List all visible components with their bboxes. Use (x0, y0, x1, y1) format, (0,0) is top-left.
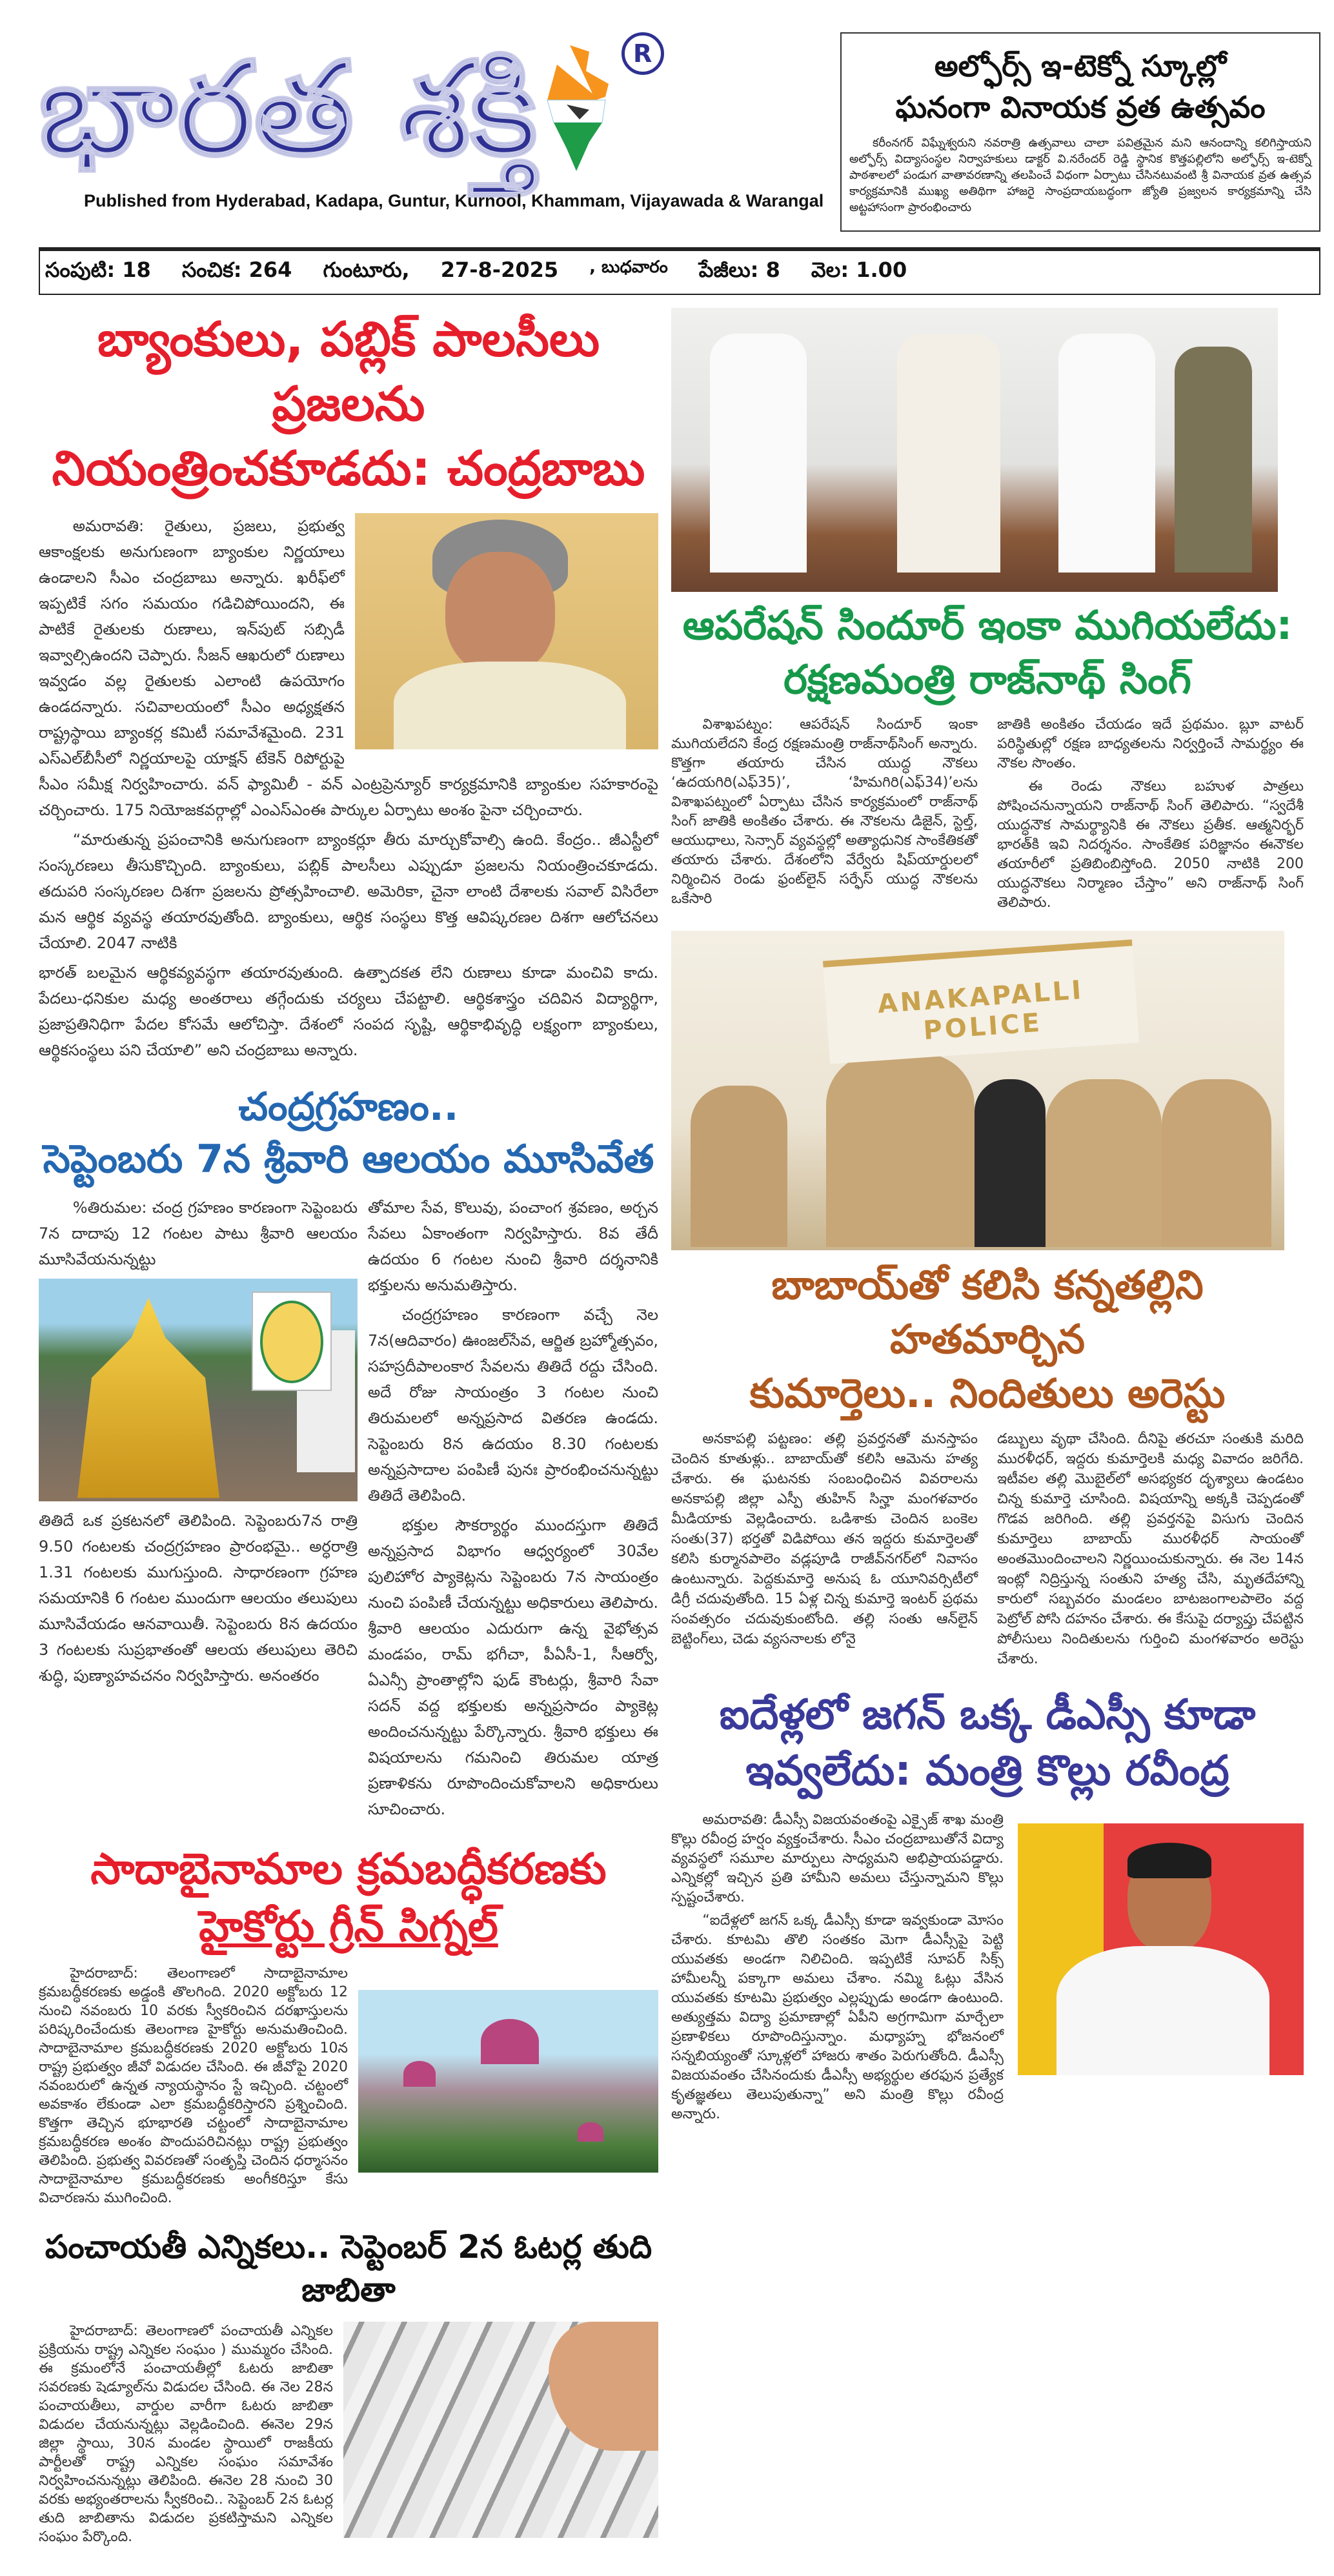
paragraph: ఈ రెండు నౌకలు బహుళ పాత్రలు పోషించనున్నాయని రాజ్‌నాథ్ సింగ్ తెలిపారు. “స్వదేశీ యుద్ధనౌక సామర్థ్యానికి ఈ నౌకలు ప్రతీక. ఆత్మనిర్భర్ భారత్‌కి ఇవి నిదర్శనం. సాంకేతిక పరిజ్ఞానం ఈనౌకల తయారీలో ప్రతిబింబిస్తోంది. 2050 నాటికి 200 యుద్ధనౌకలు నిర్మాణం చేస్తాం” అని రాజ్‌నాథ్ సింగ్ తెలిపారు. (997, 778, 1304, 911)
paragraph: %తిరుమల: చంద్ర గ్రహణం కారణంగా సెప్టెంబరు 7న దాదాపు 12 గంటల పాటు శ్రీవారి ఆలయం మూసివేయనున్నట్టు (39, 1198, 358, 1268)
logo-column (39, 32, 827, 211)
voter-list-photo (343, 2322, 658, 2538)
article-body-column (39, 1508, 358, 1689)
india-map-icon (544, 45, 615, 174)
right-column (671, 308, 1304, 2128)
article-panchayat-headline[interactable] (39, 2226, 658, 2313)
headline-line: చంద్రగ్రహణం.. (238, 1084, 459, 1130)
police-press-meet-photo (671, 931, 1284, 1250)
edition-info-bar (39, 247, 1320, 295)
paragraph: హైదరాబాద్: తెలంగాణలో పంచాయతీ ఎన్నికల ప్రక్రియను రాష్ట్ర ఎన్నికల సంఘం ) ముమ్మరం చేసింది. ఈ క్రమంలోనే పంచాయతీల్లో ఓటరు జాబితా సవరణకు షెడ్యూల్‌ను విడుదల చేసింది. ఈ నెల 28న పంచాయతీలు, వార్డుల వారీగా ఓటరు జాబితా విడుదల చేయనున్నట్లు వెల్లడించింది. ఈనెల 29న జిల్లా స్థాయి, 30న మండల స్థాయిలో రాజకీయ పార్టీలతో రాష్ట్ర ఎన్నికల సంఘం సమావేశం నిర్వహించనున్నట్లు తెలిపింది. ఈనెల 28 నుంచి 30 వరకు అభ్యంతరాలను స్వీకరించి.. సెప్టెంబర్ 2న ఓటర్ల తుది జాబితాను విడుదల ప్రకటిస్తామని ఎన్నికల సంఘం పేర్కొంది. (39, 2322, 333, 2545)
paragraph: అమరావతి: డీఎస్సీ విజయవంతంపై ఎక్సైజ్ శాఖ మంత్రి కొల్లు రవీంద్ర హర్షం వ్యక్తంచేశారు. సీఎం చంద్రబాబుతోనే విద్యా వ్యవస్థలో సమూల మార్పులు సాధ్యమని అభిప్రాయపడ్డారు. ఎన్నికల్లో ఇచ్చిన ప్రతి హామీని అమలు చేస్తున్నామని కొల్లు స్పష్టంచేశారు. (671, 1812, 1004, 1906)
navy-ceremony-photo (671, 308, 1278, 592)
article-body-column (39, 1195, 358, 1272)
police-banner (823, 940, 1139, 1064)
paragraph: తోమాల సేవ, కొలువు, పంచాంగ శ్రవణం, అర్చన సేవలు ఏకాంతంగా నిర్వహిస్తారు. 8వ తేదీ ఉదయం 6 గంటల నుంచి శ్రీవారి దర్శనానికి భక్తులను అనుమతిస్తారు. (368, 1198, 658, 1294)
headline-line: కుమార్తెలు.. నిందితులు అరెస్టు (749, 1369, 1226, 1417)
page-count: పేజీలు: 8 (698, 258, 780, 282)
ttd-emblem-icon (252, 1292, 332, 1391)
article-chandrababu (39, 308, 658, 1067)
article-body-column (997, 715, 1304, 917)
paragraph: “మారుతున్న ప్రపంచానికి అనుగుణంగా బ్యాంకర్లూ తీరు మార్చుకోవాల్సి ఉంది. కేంద్రం.. జీఎస్టీలో సంస్కరణలు తీసుకొచ్చింది. బ్యాంకులు, పబ్లిక్ పాలసీలు ఎప్పుడూ ప్రజలను నియంత్రించకూడదు. తదుపరి సంస్కరణల దిశగా ప్రజలను ప్రోత్సహించాలి. అమెరికా, చైనా లాంటి దేశాలకు సవాల్ విసిరేలా మన ఆర్థిక వ్యవస్థ తయారవుతోంది. బ్యాంకులు, ఆర్థిక సంస్థలు కొత్త ఆవిష్కరణల దిశగా ఆలోచనలు చేయాలి. 2047 నాటికి (39, 830, 658, 952)
headline-line: సాదాబైనామాల క్రమబద్ధీకరణకు (90, 1843, 607, 1894)
paragraph: భారత్ బలమైన ఆర్థికవ్యవస్థగా తయారవుతుంది. ఉత్పాదకత లేని రుణాలు కూడా మంచివి కాదు. పేదలు-ధనికుల మధ్య అంతరాలు తగ్గేందుకు చర్యలు చేపట్టాలి. ఆర్థికశాస్త్రం చదివిన విద్యార్థిగా, ప్రజాప్రతినిధిగా పేదల కోసమే ఆలోచిస్తా. దేశంలో సంపద సృష్టి, ఆర్థికాభివృద్ధి లక్ష్యంగా బ్యాంకులు, ఆర్థికసంస్థలు పని చేయాలి” అని చంద్రబాబు అన్నారు. (39, 963, 658, 1059)
article-body-column (671, 1810, 1004, 2128)
edition-weekday: , బుధవారం (589, 258, 668, 277)
headline-line: రక్షణమంత్రి రాజ్‌నాథ్ సింగ్ (783, 655, 1191, 703)
article-rajnath (671, 308, 1304, 917)
issue-number: సంచిక: 264 (181, 258, 292, 282)
paragraph: హైదరాబాద్: తెలంగాణలో సాదాబైనామాల క్రమబద్ధీకరణకు అడ్డంకి తొలగింది. 2020 అక్టోబరు 12 నుంచి నవంబరు 10 వరకు స్వీకరించిన దరఖాస్తులను పరిష్కరించేందుకు తెలంగాణ హైకోర్టు అనుమతించింది. సాదాబైనామాల క్రమబద్ధీకరణకు 2020 అక్టోబరు 10న రాష్ట్ర ప్రభుత్వం జీవో విడుదల చేసింది. ఈ జీవోపై 2020 నవంబరులో ఉన్నత న్యాయస్థానం స్టే ఇచ్చింది. చట్టంలో అవకాశం లేకుండా ఎలా క్రమబద్ధీకరిస్తారని ప్రశ్నించింది. కొత్తగా తెచ్చిన భూభారతి చట్టంలో సాదాబైనామాల క్రమబద్ధీకరణ అంశం పొందుపరిచినట్లు రాష్ట్ర ప్రభుత్వం తెలిపింది. ప్రభుత్వ వివరణతో సంతృప్తి చెందిన ధర్మాసనం సాదాబైనామాల క్రమబద్ధీకరణకు అంగీకరిస్తూ కేసు విచారణను ముగించింది. (39, 1965, 348, 2206)
promo-box (840, 32, 1320, 232)
tirumala-temple-photo (39, 1279, 358, 1501)
article-body-column (997, 1429, 1304, 1673)
paragraph: విశాఖపట్నం: ఆపరేషన్ సిందూర్ ఇంకా ముగియలేదని కేంద్ర రక్షణమంత్రి రాజ్‌నాథ్‌సింగ్ అన్నారు. కొత్తగా తయారు చేసిన యుద్ధ నౌకలు ‘ఉదయగిరి(ఎఫ్35)’, ‘హిమగిరి(ఎఫ్34)’లను విశాఖపట్నంలో ఏర్పాటు చేసిన కార్యక్రమంలో రాజ్‌నాథ్ సింగ్ జాతికి అంకితం చేశారు. ఈ నౌకలను డిజైన్, స్టెల్త్, ఆయుధాలు, సెన్సార్ వ్యవస్థల్లో అత్యాధునిక సాంకేతికతో తయారు చేశారు. దేశంలోని వేర్వేరు షిప్‌యార్డులలో నిర్మించిన రెండు ఫ్రంట్‌లైన్ సర్ఫేస్ యుద్ధ నౌకలను ఒకేసారి (671, 716, 978, 908)
registered-trademark-icon: R (622, 32, 664, 75)
headline-line: నియంత్రించకూడదు: చంద్రబాబు (52, 440, 645, 496)
paragraph: జాతికి అంకితం చేయడం ఇదే ప్రథమం. బ్లూ వాటర్ పరిస్థితుల్లో రక్షణ బాధ్యతలను నిర్వర్తించే సామర్థ్యం ఈ నౌకల సొంతం. (997, 716, 1304, 772)
page-content (0, 295, 1334, 2576)
masthead (0, 0, 1334, 232)
article-panchayat (39, 2226, 658, 2550)
headline-line: ఐదేళ్లలో జగన్ ఒక్క డీఎస్సీ కూడా (719, 1691, 1256, 1739)
article-body-column (39, 1964, 348, 2211)
headline-line: ఇవ్వలేదు: మంత్రి కొల్లు రవీంద్ర (745, 1747, 1229, 1795)
headline-line: ఆపరేషన్ సిందూర్ ఇంకా ముగియలేదు: (682, 602, 1293, 649)
edition-date: 27-8-2025 (440, 258, 559, 282)
chandrababu-photo (355, 513, 658, 749)
article-temple-headline[interactable] (39, 1081, 658, 1186)
article-body-column (671, 1429, 978, 1653)
logo-wordmark: భారత శక్తి (39, 34, 538, 185)
headline-line: హైకోర్టు గ్రీన్ సిగ్నల్ (199, 1901, 498, 1951)
paragraph: తితిదే ఒక ప్రకటనలో తెలిపింది. సెప్టెంబరు7న రాత్రి 9.50 గంటలకు చంద్రగ్రహణం ప్రారంభమై.. అర్ధరాత్రి 1.31 గంటలకు ముగుస్తుంది. సాధారణంగా గ్రహణ సమయానికి 6 గంటల ముందుగా ఆలయం తలుపులు మూసివేయడం ఆనవాయితీ. సెప్టెంబరు 8న ఉదయం 3 గంటలకు సుప్రభాతంతో ఆలయ తలుపులు తెరిచి శుద్ధి, పుణ్యాహవచనం నిర్వహిస్తారు. అనంతరం (39, 1511, 358, 1685)
headline-line: సెప్టెంబరు 7న శ్రీవారి ఆలయం మూసివేత (43, 1136, 654, 1182)
paragraph: అమరావతి: రైతులు, ప్రజలు, ప్రభుత్వ ఆకాంక్షలకు అనుగుణంగా బ్యాంకుల నిర్ణయాలు ఉండాలని సీఎం చంద్రబాబు అన్నారు. ఖరీఫ్‌లో ఇప్పటికే సగం సమయం గడిచిపోయిందని, ఈ పాటికే రైతులకు రుణాలు, ఇన్‌పుట్ సబ్సిడీ ఇవ్వాల్సిఉందని చెప్పారు. సీజన్ ఆఖరులో రుణాలు ఇవ్వడం వల్ల రైతులకు ఎలాంటి ఉపయోగం ఉండదన్నారు. సచివాలయంలో సీఎం అధ్యక్షతన రాష్ట్రస్థాయి బ్యాంకర్ల కమిటీ సమావేశమైంది. 231 ఎస్ఎల్‌బీసీలో నిర్ణయాలపై యాక్షన్ టేకెన్ రిపోర్టుపై సీఎం సమీక్ష నిర్వహించారు. వన్ ఫ్యామిలీ - వన్ ఎంట్రప్రెన్యూర్ కార్యక్రమానికి బ్యాంకుల సహకారంపై చర్చించారు. 175 నియోజకవర్గాల్లో ఎంఎస్ఎంఈ పార్కుల ఏర్పాటు అంశం పైనా చర్చించారు. (39, 516, 658, 819)
headline-line: బాబాయ్‌తో కలిసి కన్నతల్లిని హతమార్చిన (771, 1261, 1204, 1363)
police-banner-text: ANAKAPALLI POLICE (876, 975, 1085, 1046)
article-dsc (671, 1687, 1304, 2128)
price: వెల: 1.00 (811, 258, 907, 282)
temple-left-column (39, 1195, 358, 1692)
article-babai (671, 931, 1304, 1673)
paragraph: “ఐదేళ్లలో జగన్ ఒక్క డీఎస్సీ కూడా ఇవ్వకుండా మోసం చేశారు. కూటమి తొలి సంతకం మెగా డీఎస్సీపై పెట్టి యువతకు అండగా నిలిచింది. ఇప్పటికే సూపర్ సిక్స్ హామీలన్నీ పక్కాగా అమలు చేశాం. నమ్మి ఓట్లు వేసిన యువతకు కూటమి ప్రభుత్వం ఎల్లప్పుడు అండగా ఉంటుంది. అత్యుత్తమ విద్యా ప్రమాణాల్లో ఏపీని అగ్రగామిగా మార్చేలా ప్రణాళికలు రూపొందిస్తున్నాం. మధ్యాహ్న భోజనంలో సన్నబియ్యంతో స్కూళ్లలో హాజరు శాతం పెరుగుతోంది. డీఎస్సీ విజయవంతం చేసినందుకు డీఎస్సీ అభ్యర్థుల తరఫున ప్రత్యేక కృతజ్ఞతలు తెలుపుతున్నా” అని మంత్రి కొల్లు రవీంద్ర అన్నారు. (671, 1912, 1004, 2123)
headline-line: పంచాయతీ ఎన్నికలు.. సెప్టెంబర్ 2న ఓటర్ల తుది జాబితా (45, 2227, 652, 2309)
paragraph: చంద్రగ్రహణం కారణంగా వచ్చే నెల 7న(ఆదివారం) ఊంజల్‌సేవ, ఆర్జిత బ్రహ్మోత్సవం, సహస్రదీపాలంకార సేవలను తితిదే రద్దు చేసింది. అదే రోజు సాయంత్రం 3 గంటల నుంచి తిరుమలలో అన్నప్రసాద వితరణ ఉండదు. సెప్టెంబరు 8న ఉదయం 8.30 గంటలకు అన్నప్రసాదాల పంపిణీ పునః ప్రారంభించనున్నట్టు తితిదే తెలిపింది. (368, 1305, 658, 1505)
article-chandrababu-headline[interactable] (39, 308, 658, 502)
paragraph: అనకాపల్లి పట్టణం: తల్లి ప్రవర్తనతో మనస్తాపం చెందిన కూతుళ్లు.. బాబాయ్‌తో కలిసి ఆమెను హత్య చేశారు. ఈ ఘటనకు సంబంధించిన వివరాలను అనకాపల్లి జిల్లా ఎస్పీ తుహిన్ సిన్హా మంగళవారం మీడియాకు వెల్లడించారు. ఒడిశాకు చెందిన బంకెల సంతు(37) భర్తతో విడిపోయి తన ఇద్దరు కుమార్తెలతో కలిసి కుర్మానపాలెం వడ్లపూడి రాజీవ్‌నగర్‌లో నివాసం ఉంటున్నారు. పెద్దకుమార్తె అనుష ఓ యూనివర్సిటీలో డిగ్రీ చదువుతోంది. 15 ఏళ్ల చిన్న కుమార్తె ఇంటర్ ప్రథమ సంవత్సరం చదువుకుంటోంది. తల్లి సంతు ఆన్‌లైన్ బెట్టింగ్‌లు, చెడు వ్యసనాలకు లోనై (671, 1431, 978, 1648)
paragraph: భక్తుల సౌకర్యార్థం ముందస్తుగా తితిదే అన్నప్రసాద విభాగం ఆధ్వర్యంలో 30వేల పులిహోర ప్యాకెట్లను సెప్టెంబరు 7న సాయంత్రం నుంచి పంపిణీ చేయన్నట్టు అధికారులు తెలిపారు. శ్రీవారి ఆలయం ఎదురుగా ఉన్న వైభోత్సవ మండపం, రామ్ భగీచా, పీఏసీ-1, సీఆర్వో, ఏఎన్సీ ప్రాంతాల్లోని ఫుడ్ కౌంటర్లు, శ్రీవారి సేవా సదన్ వద్ద భక్తులకు అన్నప్రసాదం ప్యాకెట్ల అందించనున్నట్టు పేర్కొన్నారు. శ్రీవారి భక్తులు ఈ విషయాలను గమనించి తిరుమల యాత్ర ప్రణాళికను రూపొందించుకోవాలని అధికారులు సూచించారు. (368, 1516, 658, 1818)
promo-body: కరీంనగర్ విఘ్నేశ్వరుని నవరాత్రి ఉత్సవాలు చాలా పవిత్రమైన మని ఆనందాన్ని కలిగిస్తాయని అల్ఫోర్స్ విద్యాసంస్థల నిర్వాహకులు డాక్టర్ వి.నరేందర్ రెడ్డి స్థానిక కొత్తపల్లిలోని అల్ఫోర్స్ ఇ-టెక్నో పాఠశాలలో పండుగ వాతావరణాన్ని తలపించే విధంగా ఏర్పాటు చేసినటువంటి శ్రీ వినాయక వ్రత ఉత్సవ కార్యక్రమానికి ముఖ్య అతిథిగా హాజరై సాంప్రదాయబద్ధంగా జ్యోతి ప్రజ్వలన కార్యక్రమాన్ని చేసి అట్టహాసంగా ప్రారంభించారు (849, 136, 1311, 214)
volume-number: సంపుటి: 18 (45, 258, 151, 282)
article-sadabainama-headline[interactable] (39, 1840, 658, 1955)
promo-title-line2: ఘనంగా వినాయక వ్రత ఉత్సవం (895, 90, 1266, 125)
left-column (39, 308, 658, 2550)
article-body-column (368, 1195, 658, 1826)
paragraph: డబ్బులు వృథా చేసింది. దీనిపై తరచూ సంతుకి మరిది మురళీధర్, ఇద్దరు కుమార్తెలకి మధ్య వివాదం జరిగేది. ఇటీవల తల్లి మొబైల్‌లో అసభ్యకర దృశ్యాలు ఉండటం చిన్న కుమార్తె చూసింది. విషయాన్ని అక్కకి చెప్పడంతో గొడవ జరిగింది. తల్లి ప్రవర్తనపై విసుగు చెందిన కుమార్తెలు బాబాయ్ మురళీధర్ సాయంతో అంతమొందించాలని నిర్ణయించుకున్నారు. ఈ నెల 14న ఇంట్లో నిద్రిస్తున్న సంతుని హత్య చేసి, మృతదేహాన్ని కారులో సబ్బవరం మండలం బాటజంగాలపాలెం వద్ద పెట్రోల్ పోసి దహనం చేశారు. ఈ కేసుపై దర్యాప్తు చేపట్టిన పోలీసులు నిందితులను గుర్తించి మంగళవారం అరెస్టు చేశారు. (997, 1431, 1304, 1668)
kollu-ravindra-photo (1018, 1823, 1304, 2075)
article-body-column (671, 715, 978, 913)
newspaper-logo (39, 32, 827, 187)
article-dsc-headline[interactable] (671, 1687, 1304, 1799)
article-rajnath-headline[interactable] (671, 598, 1304, 706)
article-body-column (39, 513, 658, 1067)
article-body-column (39, 2322, 333, 2550)
promo-title-line1: అల్ఫోర్స్ ఇ-టెక్నో స్కూల్లో (934, 48, 1227, 83)
article-babai-headline[interactable] (671, 1258, 1304, 1420)
headline-line: బ్యాంకులు, పబ్లిక్ పాలసీలు ప్రజలను (97, 312, 600, 432)
article-temple (39, 1081, 658, 1826)
edition-city: గుంటూరు, (323, 258, 410, 282)
article-sadabainama (39, 1840, 658, 2211)
published-from-line: Published from Hyderabad, Kadapa, Guntur, Kurnool, Khammam, Vijayawada & Warangal (84, 191, 824, 210)
high-court-photo (358, 1990, 658, 2173)
